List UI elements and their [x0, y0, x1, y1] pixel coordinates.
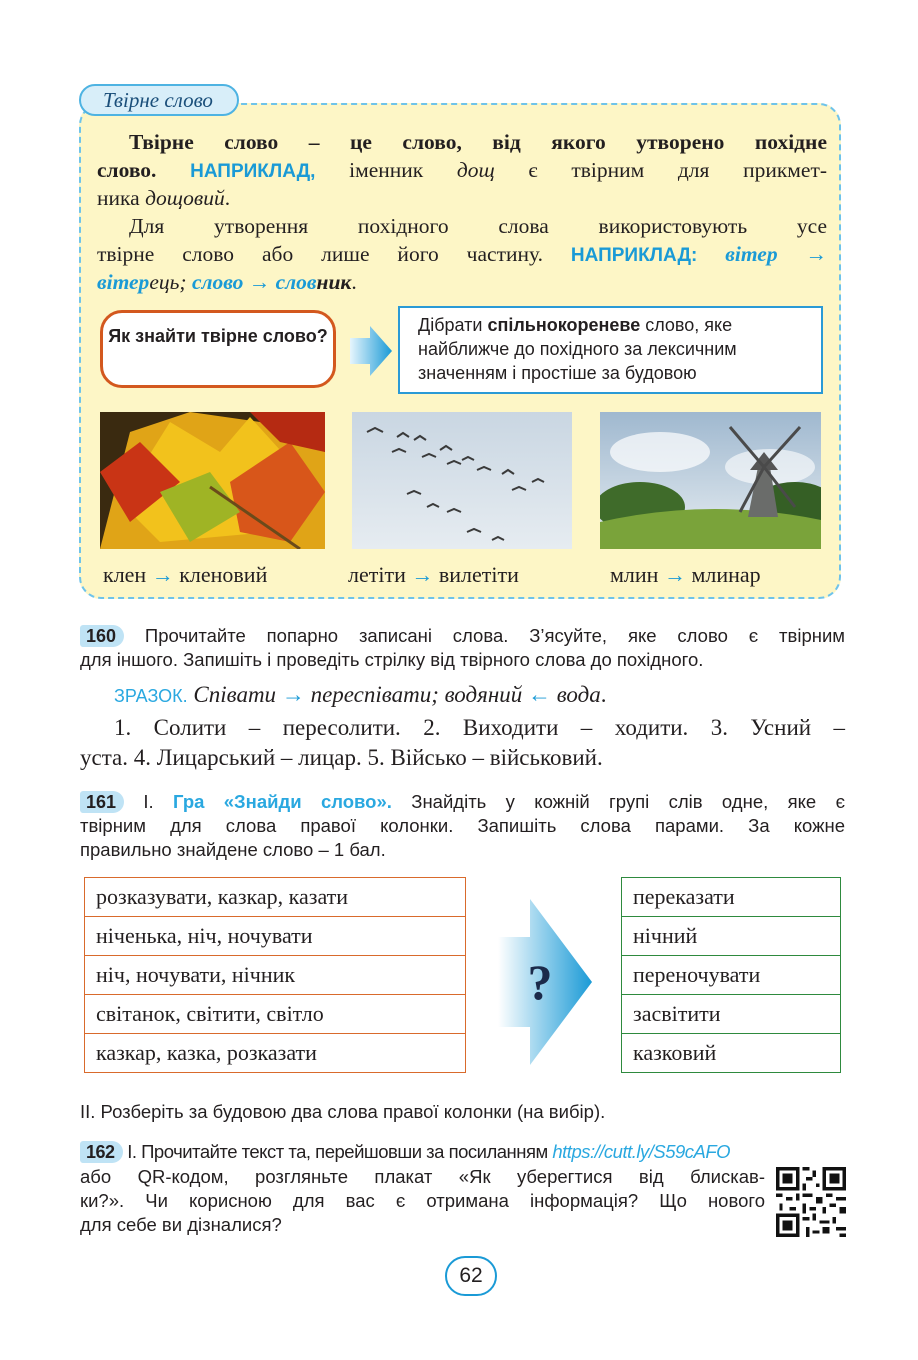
ex160-list-line2: уста. 4. Лицарський – лицар. 5. Військо – військовий.	[80, 745, 603, 770]
caption-windmill: млин → млинар	[610, 562, 761, 587]
ex160-line2: для іншого. Запишіть і проведіть стрілку від твірного слова до похідного.	[80, 649, 704, 670]
table-cell: засвітити	[622, 995, 841, 1034]
table-cell: світанок, світити, світло	[85, 995, 466, 1034]
ex162-line4: для себе ви дізналися?	[80, 1214, 282, 1235]
caption-maple: клен → кленовий	[103, 562, 268, 587]
theory-definition-line3: ника дощовий.	[97, 186, 231, 210]
question-arrow-icon	[498, 899, 592, 1065]
table-cell: переночувати	[622, 956, 841, 995]
exercise-number-badge: 162	[80, 1141, 123, 1163]
table-cell: казкар, казка, розказати	[85, 1034, 466, 1073]
theory-p2-line3: вітерець; слово → словник.	[97, 270, 357, 294]
arrow-right-icon	[350, 326, 392, 376]
exercise-number-badge: 160	[80, 625, 124, 647]
ex162-link[interactable]: https://cutt.ly/S59cAFO	[552, 1141, 731, 1162]
ex160-list-line1: 1. Солити – пересолити. 2. Виходити – ходити. 3. Усний –	[114, 715, 845, 740]
table-cell: ніченька, ніч, ночувати	[85, 917, 466, 956]
windmill-photo	[600, 412, 821, 549]
table-cell: нічний	[622, 917, 841, 956]
theory-p2-line2: твірне слово або лише його частину. НАПРИКЛАД: вітер →	[97, 242, 828, 266]
ex162-line2: або QR-кодом, розгляньте плакат «Як уберегтися від блискав-	[80, 1166, 765, 1187]
question-box: Як знайти твірне слово?	[100, 310, 336, 388]
ex162-line1: 162 І. Прочитайте текст та, перейшовши за посиланням https://cutt.ly/S59cAFO	[80, 1140, 845, 1163]
ex160-line1: 160 Прочитайте попарно записані слова. З’ясуйте, яке слово є твірним	[80, 624, 845, 647]
table-cell: розказувати, казкар, казати	[85, 878, 466, 917]
ex161-line1: 161 І. Гра «Знайди слово». Знайдіть у кожній групі слів одне, яке є	[80, 790, 845, 813]
caption-birds: летіти → вилетіти	[348, 562, 519, 587]
exercise-number-badge: 161	[80, 791, 124, 813]
theory-title: Твірне слово	[79, 84, 239, 116]
theory-definition-line2: слово. НАПРИКЛАД, іменник дощ є твірним для прикмет-	[97, 158, 828, 182]
table-cell: переказати	[622, 878, 841, 917]
qr-code-icon[interactable]	[776, 1167, 846, 1237]
theory-p2-line1: Для утворення похідного слова використовують усе	[129, 214, 827, 238]
ex161-line2: твірним для слова правої колонки. Запишіть слова парами. За кожне	[80, 815, 845, 836]
ex162-line3: ки?». Чи корисною для вас є отримана інформація? Що нового	[80, 1190, 765, 1211]
ex161-line3: правильно знайдене слово – 1 бал.	[80, 839, 386, 860]
ex161-part2: ІІ. Розберіть за будовою два слова правої колонки (на вибір).	[80, 1101, 606, 1122]
word-groups-table	[84, 877, 466, 1073]
ex160-sample: ЗРАЗОК. Співати → переспівати; водяний ← вода.	[114, 682, 607, 707]
question-mark: ?	[527, 954, 553, 1010]
answer-box: Дібрати спільнокореневе слово, яке найближче до похідного за лексичним значенням і простіше за будовою	[398, 306, 823, 394]
birds-flying-photo	[352, 412, 572, 549]
derived-words-table	[621, 877, 841, 1073]
maple-leaves-photo	[100, 412, 325, 549]
table-cell: казковий	[622, 1034, 841, 1073]
page-number: 62	[445, 1256, 497, 1296]
table-cell: ніч, ночувати, нічник	[85, 956, 466, 995]
theory-definition-line1: Твірне слово – це слово, від якого утворено похідне	[129, 130, 827, 154]
